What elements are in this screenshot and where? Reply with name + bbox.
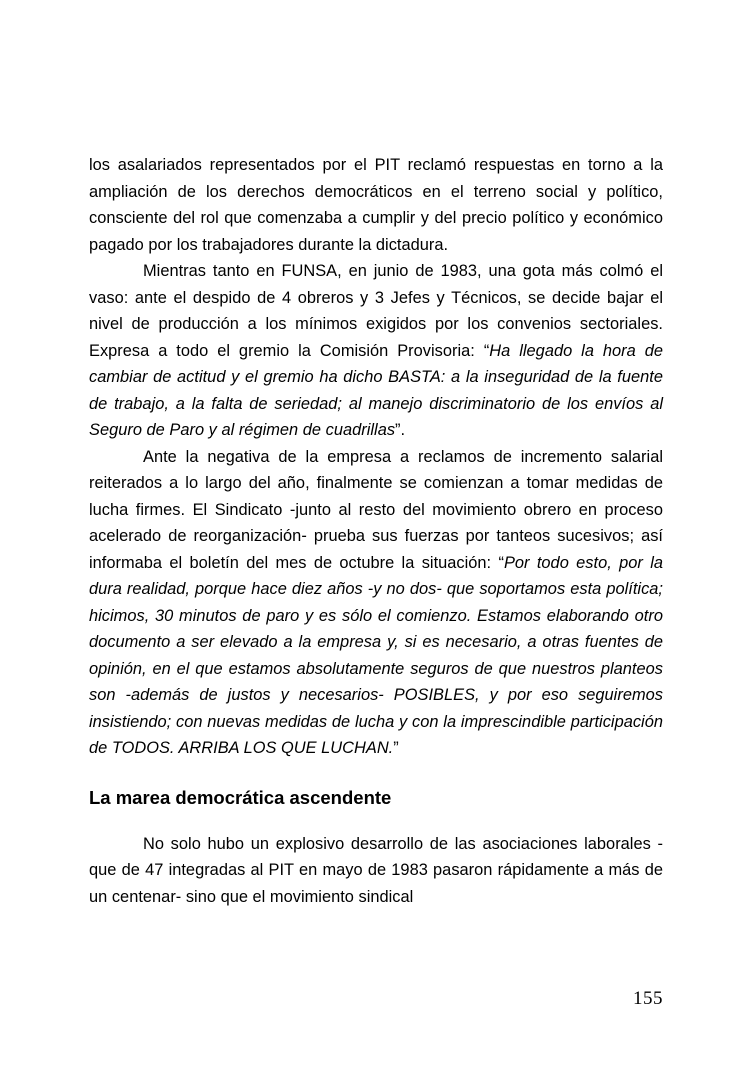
paragraph-3 [89, 444, 663, 762]
paragraph-2-quote: Ha llegado la hora de cambiar de actitud y el gremio ha dicho BASTA: a la inseguridad de la fuente de trabajo, a la falta de seriedad; al manejo discriminatorio de los envíos al Seguro de Paro y al régimen de cuadrillas [89, 341, 663, 439]
section-heading-wrap [89, 785, 663, 811]
text-column [89, 152, 663, 910]
paragraph-1-text: los asalariados representados por el PIT reclamó respuestas en torno a la ampliación de los derechos democráticos en el terreno social y político, consciente del rol que comenzaba a cumplir y del precio político y económico pagado por los trabajadores durante la dictadura. [89, 156, 663, 254]
paragraph-3-quote: Por todo esto, por la dura realidad, porque hace diez años -y no dos- que soportamos esta política; hicimos, 30 minutos de paro y es sólo el comienzo. Estamos elaborando otro documento a ser elevado a la empresa y, si es necesario, a otras fuentes de opinión, en el que estamos absolutamente seguros de que nuestros planteos son -además de justos y necesarios- POSIBLES, y por eso seguiremos insistiendo; con nuevas medidas de lucha y con la imprescindible participación de TODOS. ARRIBA LOS QUE LUCHAN. [89, 553, 664, 757]
paragraph-4-text: No solo hubo un explosivo desarrollo de las asociaciones laborales -que de 47 integradas al PIT en mayo de 1983 pasaron rápidamente a más de un centenar- sino que el movimiento sindical [89, 834, 663, 906]
paragraph-2-lead: Mientras tanto en FUNSA, en junio de 1983, una gota más colmó el vaso: ante el despido de 4 obreros y 3 Jefes y Técnicos, se decide bajar el nivel de producción a los mínimos exigidos por los convenios sectoriales. Expresa a todo el gremio la Comisión Provisoria: “ [89, 262, 663, 360]
page-number: 155 [633, 988, 663, 1009]
paragraph-1 [89, 152, 663, 258]
section-heading: La marea democrática ascendente [89, 786, 392, 808]
paragraph-4 [89, 831, 663, 911]
paragraph-2-tail: ”. [395, 421, 406, 439]
paragraph-3-lead: Ante la negativa de la empresa a reclamos de incremento salarial reiterados a lo largo del año, finalmente se comienzan a tomar medidas de lucha firmes. El Sindicato -junto al resto del movimiento obrero en proceso acelerado de reorganización- prueba sus fuerzas por tanteos sucesivos; así informaba el boletín del mes de octubre la situación: “ [89, 447, 663, 572]
paragraph-2 [89, 258, 663, 444]
paragraph-3-tail: ” [393, 739, 399, 757]
